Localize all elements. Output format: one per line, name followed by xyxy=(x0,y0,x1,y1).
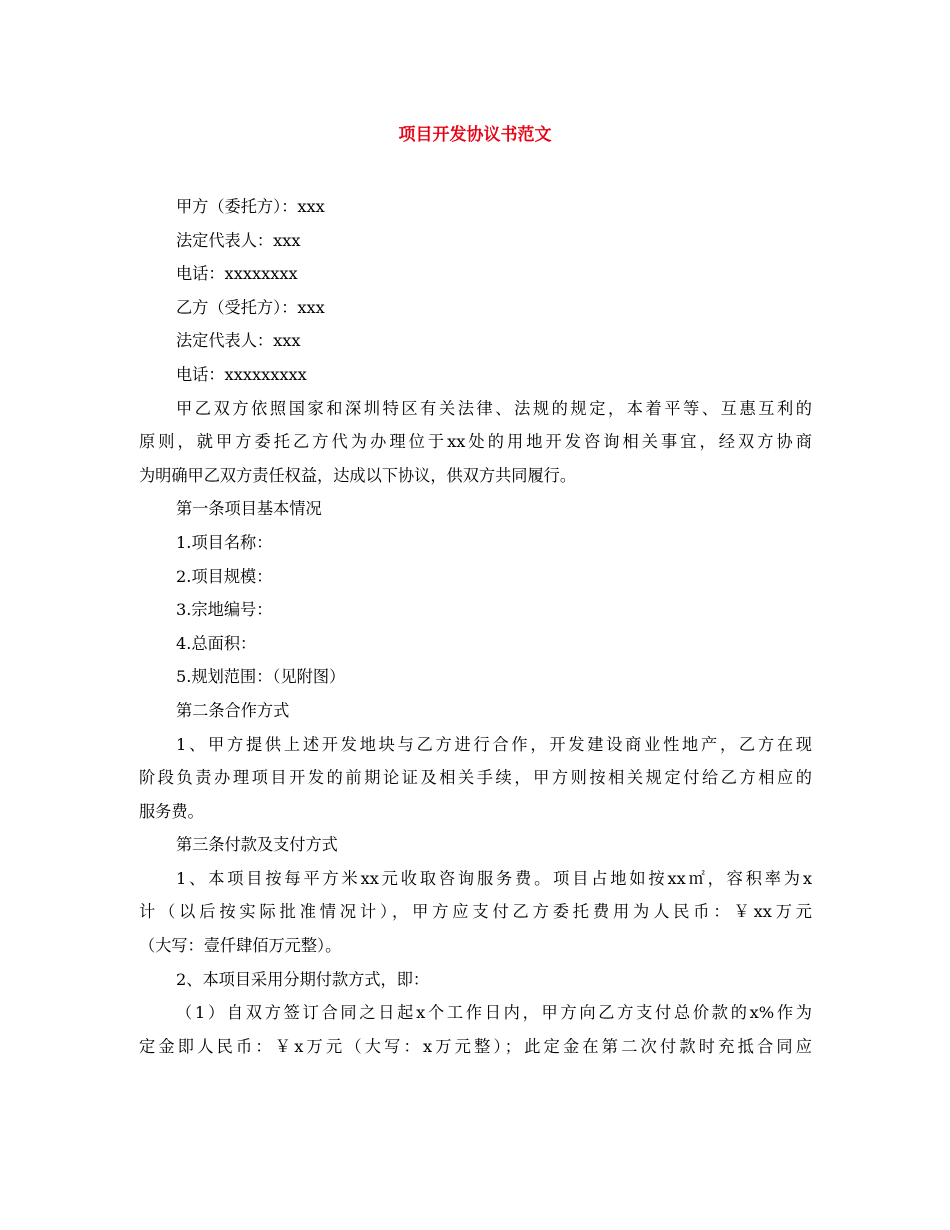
paragraph-line: 计（以后按实际批准情况计），甲方应支付乙方委托费用为人民币：￥xx万元 xyxy=(139,902,812,922)
paragraph-line: 服务费。 xyxy=(139,801,204,821)
document-title: 项目开发协议书范文 xyxy=(398,125,552,145)
list-item: 2.项目规模： xyxy=(176,566,273,586)
paragraph-line: 1、甲方提供上述开发地块与乙方进行合作，开发建设商业性地产，乙方在现 xyxy=(176,734,812,754)
party-b-line: 乙方（受托方）：xxx xyxy=(176,297,325,317)
list-item: 3.宗地编号： xyxy=(176,600,273,620)
paragraph-line: （1）自双方签订合同之日起x个工作日内，甲方向乙方支付总价款的x%作为 xyxy=(176,1003,812,1023)
article-heading: 第一条项目基本情况 xyxy=(176,499,322,519)
list-item: 4.总面积： xyxy=(176,633,257,653)
list-item: 5.规划范围：（见附图） xyxy=(176,667,346,687)
preamble-line: 甲乙双方依照国家和深圳特区有关法律、法规的规定，本着平等、互惠互利的 xyxy=(176,398,812,418)
article-heading: 第二条合作方式 xyxy=(176,700,290,720)
party-b-representative-line: 法定代表人：xxx xyxy=(176,331,301,351)
article-heading: 第三条付款及支付方式 xyxy=(176,835,338,855)
paragraph-line: 1、本项目按每平方米xx元收取咨询服务费。项目占地如按xx㎡，容积率为x xyxy=(176,868,812,888)
document-body xyxy=(139,190,812,1063)
preamble-line: 为明确甲乙双方责任权益，达成以下协议，供双方共同履行。 xyxy=(139,465,577,485)
party-b-phone-line: 电话：xxxxxxxxx xyxy=(176,364,307,384)
paragraph-line: 定金即人民币：￥x万元（大写：x万元整）；此定金在第二次付款时充抵合同应 xyxy=(139,1036,812,1056)
preamble-line: 原则，就甲方委托乙方代为办理位于xx处的用地开发咨询相关事宜，经双方协商 xyxy=(139,432,812,452)
party-a-line: 甲方（委托方）：xxx xyxy=(176,197,325,216)
party-a-representative-line: 法定代表人：xxx xyxy=(176,230,301,250)
paragraph-line: 阶段负责办理项目开发的前期论证及相关手续，甲方则按相关规定付给乙方相应的 xyxy=(139,768,812,788)
list-item: 1.项目名称： xyxy=(176,532,273,552)
party-a-phone-line: 电话：xxxxxxxx xyxy=(176,264,298,284)
paragraph-line: 2、本项目采用分期付款方式，即： xyxy=(176,969,430,989)
paragraph-line: （大写：壹仟肆佰万元整）。 xyxy=(139,936,342,956)
